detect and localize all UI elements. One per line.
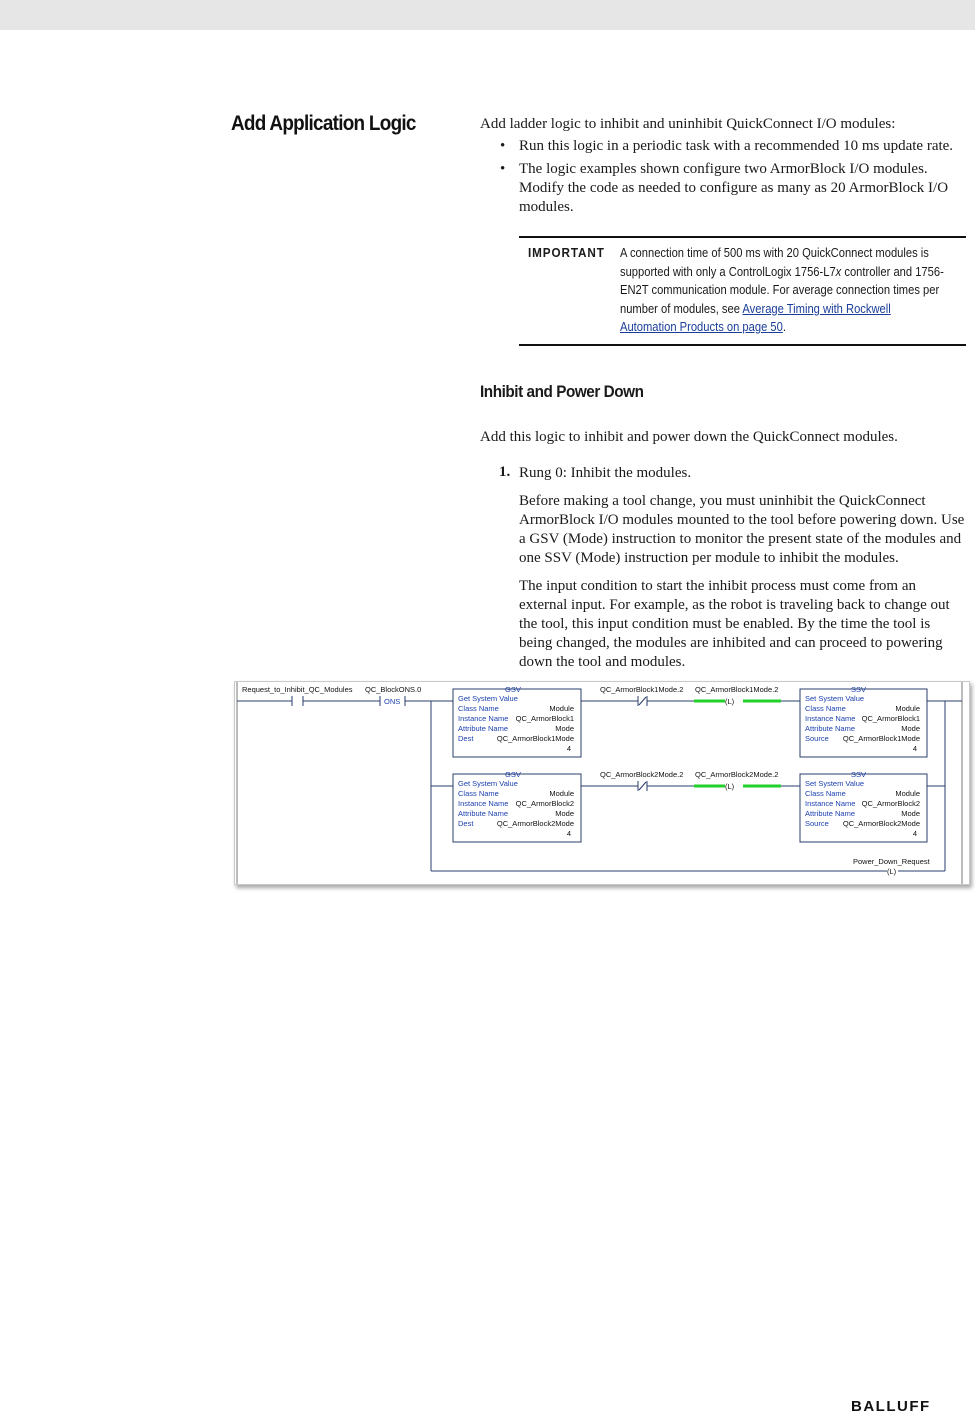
source-count: 4 — [912, 829, 917, 838]
class-name-label: Class Name — [805, 704, 846, 713]
attribute-name-label: Attribute Name — [805, 809, 856, 818]
instance-name-value: QC_ArmorBlock2 — [515, 799, 574, 808]
important-label: IMPORTANT — [528, 245, 605, 260]
gsv-title: Get System Value — [458, 779, 518, 788]
dest-count: 4 — [566, 829, 571, 838]
ladder-diagram — [234, 681, 970, 885]
step-paragraph-1: Before making a tool change, you must uninhibit the QuickConnect ArmorBlock I/O modules mounted to the tool before powering down. Use a GSV (Mode) instruction to monitor the present state of the modules and one SSV (Mode) instruction per module to inhibit the modules. — [519, 493, 965, 566]
dest-count: 4 — [566, 744, 571, 753]
ssv-block-1[interactable] — [800, 685, 927, 757]
instance-name-label: Instance Name — [458, 799, 509, 808]
bullet-icon: • — [500, 161, 506, 177]
gsv-block-1[interactable] — [453, 685, 581, 757]
ssv-type-label: SSV — [851, 685, 867, 694]
class-name-label: Class Name — [458, 789, 499, 798]
ssv-block-2[interactable] — [800, 770, 927, 842]
latch-coil-1[interactable] — [695, 685, 778, 706]
subsection-intro: Add this logic to inhibit and power down the QuickConnect modules. — [480, 429, 898, 445]
class-name-value: Module — [549, 789, 574, 798]
important-text-italic: x — [835, 263, 842, 279]
ssv-title: Set System Value — [805, 779, 865, 788]
class-name-value: Module — [549, 704, 574, 713]
important-text-part: A connection time of 500 ms with 20 QuickConnect modules is supported with only a ControlLogix 1756-L7 — [620, 245, 929, 279]
source-value: QC_ArmorBlock1Mode — [842, 734, 920, 743]
class-name-value: Module — [895, 704, 920, 713]
timing-reference-link[interactable]: Average Timing with Rockwell Automation Products on page 50 — [620, 300, 891, 334]
source-count: 4 — [912, 744, 917, 753]
attribute-name-value: Mode — [555, 809, 574, 818]
attribute-name-value: Mode — [901, 724, 920, 733]
ssv-title: Set System Value — [805, 694, 865, 703]
subsection-title: Inhibit and Power Down — [480, 382, 644, 401]
class-name-label: Class Name — [805, 789, 846, 798]
ssv-type-label: SSV — [851, 770, 867, 779]
power-down-tag-label: Power_Down_Request — [853, 857, 930, 866]
important-text — [620, 244, 947, 337]
source-label: Source — [805, 819, 829, 828]
attribute-name-value: Mode — [555, 724, 574, 733]
gsv-type-label: GSV — [505, 770, 521, 779]
important-text-part: . — [782, 319, 786, 334]
important-callout — [519, 236, 966, 346]
instance-name-value: QC_ArmorBlock1 — [515, 714, 574, 723]
xic-contact[interactable] — [242, 685, 353, 706]
gsv-type-label: GSV — [505, 685, 521, 694]
request-tag-label: Request_to_Inhibit_QC_Modules — [242, 685, 353, 694]
intro-text: Add ladder logic to inhibit and uninhibit QuickConnect I/O modules: — [480, 116, 896, 132]
instance-name-label: Instance Name — [805, 714, 856, 723]
brand-logo: BALLUFF — [851, 1398, 931, 1415]
xio-contact-2[interactable] — [600, 770, 683, 791]
bullet-list — [500, 137, 960, 221]
class-name-value: Module — [895, 789, 920, 798]
gsv-block-2[interactable] — [453, 770, 581, 842]
section-title: Add Application Logic — [231, 112, 416, 135]
bullet-text: Run this logic in a periodic task with a recommended 10 ms update rate. — [519, 138, 954, 154]
bullet-text: The logic examples shown configure two ArmorBlock I/O modules. Modify the code as needed to configure as many as 20 ArmorBlock I/O modules. — [519, 161, 949, 215]
latch-symbol: (L) — [725, 697, 735, 706]
ons-instruction[interactable] — [365, 685, 421, 706]
important-text-part: controller and 1756-EN2T communication module. For average connection times per number of modules, see — [620, 263, 944, 316]
dest-label: Dest — [458, 819, 474, 828]
bullet-item — [500, 160, 960, 217]
instance-name-label: Instance Name — [458, 714, 509, 723]
step-number: 1. — [499, 464, 511, 480]
source-value: QC_ArmorBlock2Mode — [842, 819, 920, 828]
attribute-name-label: Attribute Name — [805, 724, 856, 733]
xio-tag-label: QC_ArmorBlock2Mode.2 — [600, 770, 684, 779]
class-name-label: Class Name — [458, 704, 499, 713]
instance-name-label: Instance Name — [805, 799, 856, 808]
xio-contact-1[interactable] — [600, 685, 683, 706]
dest-value: QC_ArmorBlock1Mode — [496, 734, 574, 743]
gsv-title: Get System Value — [458, 694, 518, 703]
attribute-name-label: Attribute Name — [458, 809, 509, 818]
latch-symbol: (L) — [725, 782, 735, 791]
dest-value: QC_ArmorBlock2Mode — [496, 819, 574, 828]
instance-name-value: QC_ArmorBlock2 — [861, 799, 920, 808]
dest-label: Dest — [458, 734, 474, 743]
latch-coil-2[interactable] — [695, 770, 778, 791]
attribute-name-value: Mode — [901, 809, 920, 818]
ons-tag-label: QC_BlockONS.0 — [365, 685, 422, 694]
xio-tag-label: QC_ArmorBlock1Mode.2 — [600, 685, 684, 694]
ons-label: ONS — [384, 697, 401, 706]
latch-tag-label: QC_ArmorBlock1Mode.2 — [695, 685, 779, 694]
latch-tag-label: QC_ArmorBlock2Mode.2 — [695, 770, 779, 779]
bullet-icon: • — [500, 138, 506, 154]
source-label: Source — [805, 734, 829, 743]
power-down-latch-coil[interactable] — [853, 857, 931, 876]
instance-name-value: QC_ArmorBlock1 — [861, 714, 920, 723]
step-paragraph-2: The input condition to start the inhibit process must come from an external input. For example, as the robot is traveling back to change out the tool, this input condition must be enabled. By the time the tool is being changed, the modules are inhibited and can proceed to powering down the tool and modules. — [519, 578, 950, 670]
attribute-name-label: Attribute Name — [458, 724, 509, 733]
header-bar — [0, 0, 975, 30]
bullet-item — [500, 137, 960, 156]
latch-symbol: (L) — [887, 867, 897, 876]
step-title: Rung 0: Inhibit the modules. — [519, 465, 692, 481]
